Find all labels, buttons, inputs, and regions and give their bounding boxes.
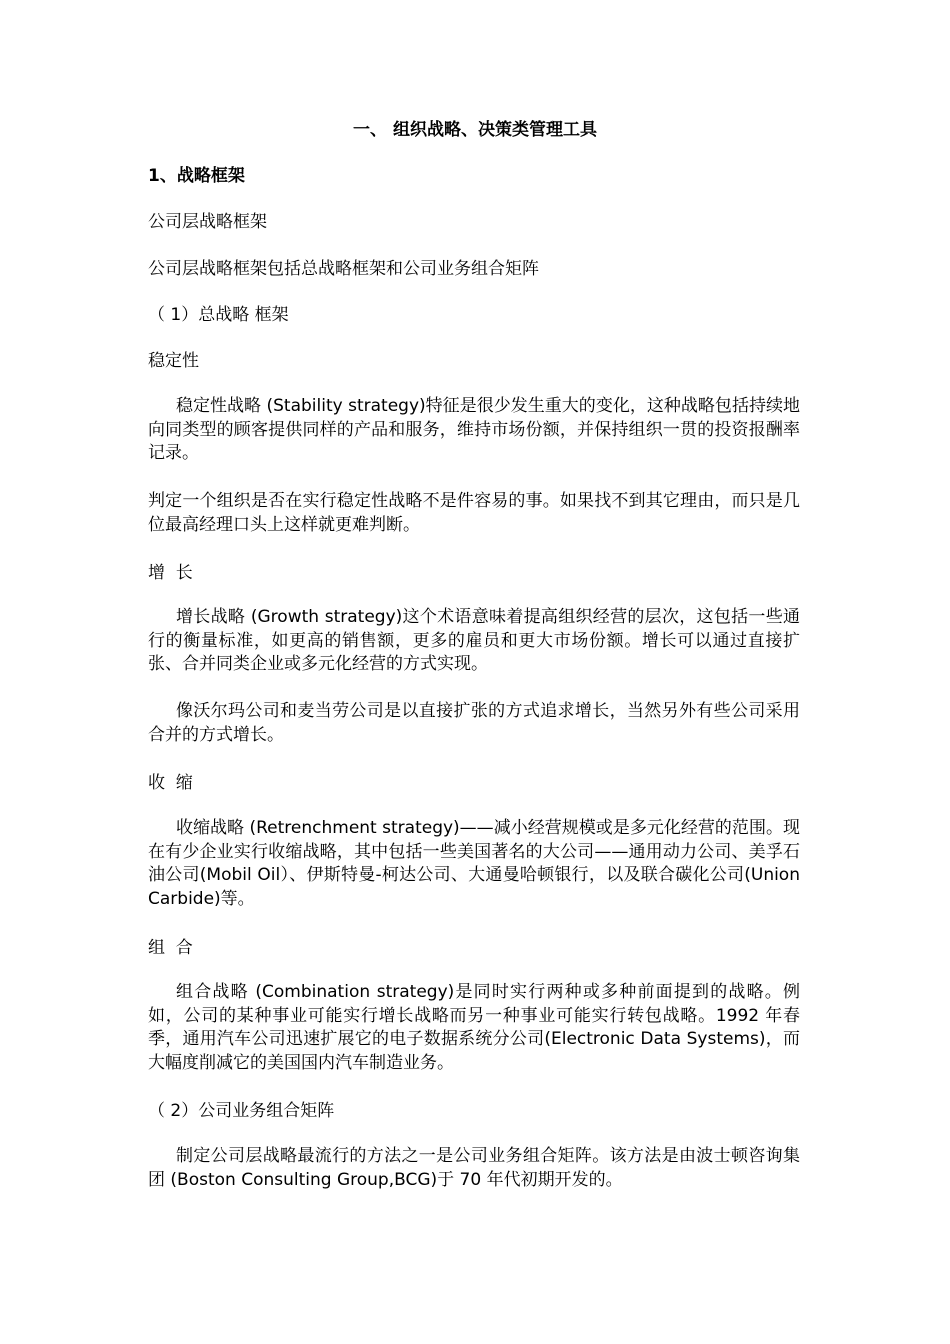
paragraph-combination: 组合战略 (Combination strategy)是同时实行两种或多种前面提到的战略。例如，公司的某种事业可能实行增长战略而另一种事业可能实行转包战略。1992 年春季，通用汽车公司迅速扩展它的电子数据系统分公司(Electronic Data Systems)，而大幅度削减它的美国国内汽车制造业务。 bbox=[148, 982, 800, 1073]
heading-strategy-framework: 1、战略框架 bbox=[148, 166, 245, 186]
paragraph-stability-1: 稳定性战略 (Stability strategy)特征是很少发生重大的变化，这种战略包括持续地向同类型的顾客提供同样的产品和服务，维持市场份额，并保持组织一贯的投资报酬率记录。 bbox=[148, 396, 800, 463]
paragraph-growth-2: 像沃尔玛公司和麦当劳公司是以直接扩张的方式追求增长，当然另外有些公司采用合并的方式增长。 bbox=[148, 701, 800, 745]
section-portfolio-matrix: （ 2）公司业务组合矩阵 bbox=[148, 1101, 335, 1121]
heading-stability: 稳定性 bbox=[148, 351, 199, 371]
document-title: 一、 组织战略、决策类管理工具 bbox=[353, 120, 597, 140]
section-overall-strategy: （ 1）总战略 框架 bbox=[148, 305, 289, 325]
heading-retrenchment: 收 缩 bbox=[148, 773, 193, 793]
intro-text: 公司层战略框架包括总战略框架和公司业务组合矩阵 bbox=[148, 259, 539, 279]
paragraph-bcg: 制定公司层战略最流行的方法之一是公司业务组合矩阵。该方法是由波士顿咨询集团 (Boston Consulting Group,BCG)于 70 年代初期开发的。 bbox=[148, 1146, 800, 1190]
paragraph-growth-1: 增长战略 (Growth strategy)这个术语意味着提高组织经营的层次，这包括一些通行的衡量标准，如更高的销售额，更多的雇员和更大市场份额。增长可以通过直接扩张、合并同类企业或多元化经营的方式实现。 bbox=[148, 607, 800, 674]
subheading-corporate-strategy: 公司层战略框架 bbox=[148, 212, 267, 232]
heading-combination: 组 合 bbox=[148, 938, 193, 958]
heading-growth: 增 长 bbox=[148, 563, 193, 583]
paragraph-retrenchment: 收缩战略 (Retrenchment strategy)——减小经营规模或是多元化经营的范围。现在有少企业实行收缩战略，其中包括一些美国著名的大公司——通用动力公司、美孚石油公司(Mobil Oil）、伊斯特曼-柯达公司、大通曼哈顿银行，以及联合碳化公司(Union Carbide)等。 bbox=[148, 818, 800, 909]
paragraph-stability-2: 判定一个组织是否在实行稳定性战略不是件容易的事。如果找不到其它理由，而只是几位最高经理口头上这样就更难判断。 bbox=[148, 491, 800, 535]
